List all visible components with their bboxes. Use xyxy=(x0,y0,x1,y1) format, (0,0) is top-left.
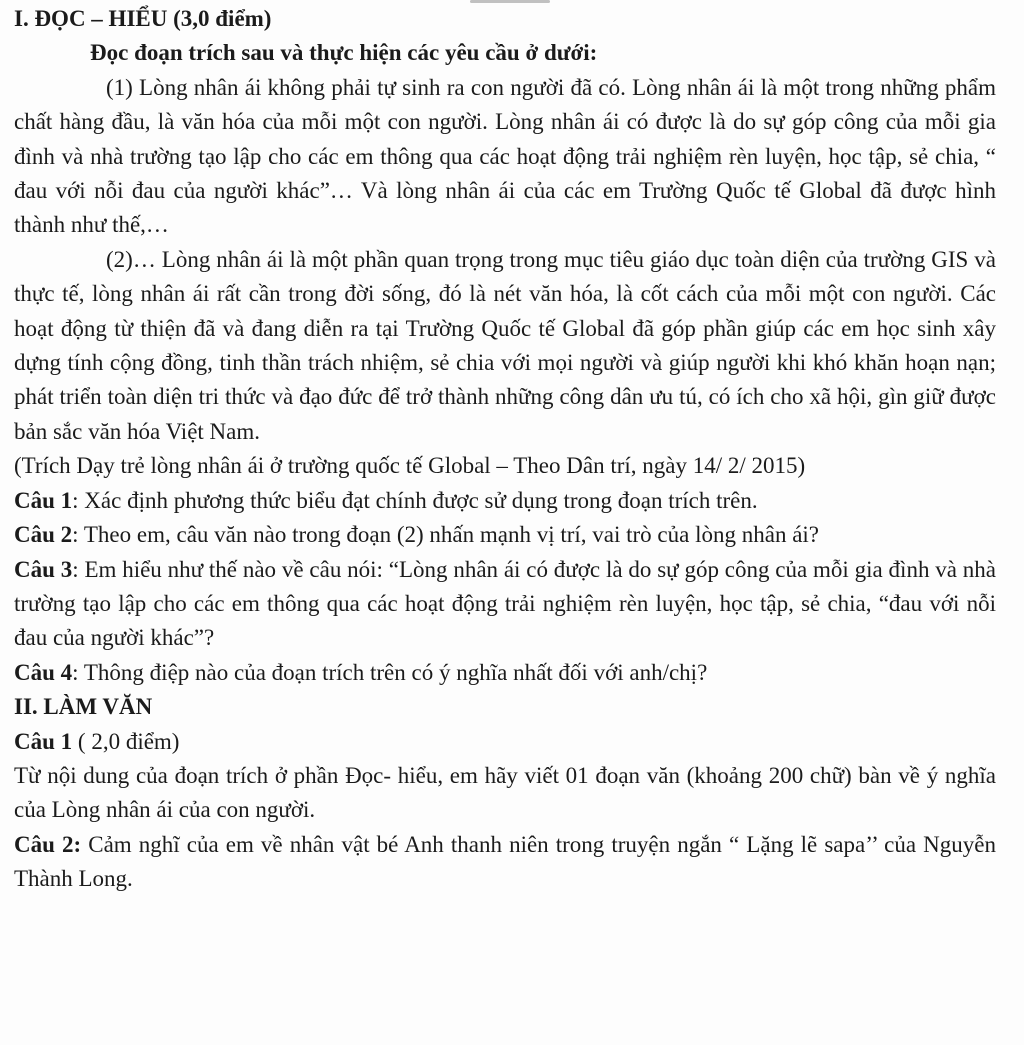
writing-question-1-text: Từ nội dung của đoạn trích ở phần Đọc- hiểu, em hãy viết 01 đoạn văn (khoảng 200 chữ) bàn về ý nghĩa của Lòng nhân ái của con người. xyxy=(14,762,996,823)
writing-question-2-label: Câu 2: xyxy=(14,831,82,857)
question-2 xyxy=(14,518,996,552)
question-1-text: : Xác định phương thức biểu đạt chính được sử dụng trong đoạn trích trên. xyxy=(72,487,758,513)
question-3-label: Câu 3 xyxy=(14,556,73,582)
question-2-label: Câu 2 xyxy=(14,522,73,548)
question-3 xyxy=(14,553,996,656)
question-2-text: : Theo em, câu văn nào trong đoạn (2) nhấn mạnh vị trí, vai trò của lòng nhân ái? xyxy=(72,522,820,548)
writing-question-1-label: Câu 1 xyxy=(14,728,73,754)
question-1-label: Câu 1 xyxy=(14,487,73,513)
writing-question-1-points: ( 2,0 điểm) xyxy=(72,728,180,754)
scan-mark xyxy=(470,0,550,3)
question-1 xyxy=(14,484,996,518)
writing-question-1-heading xyxy=(14,725,996,759)
writing-question-2 xyxy=(14,828,996,897)
excerpt-source: (Trích Dạy trẻ lòng nhân ái ở trường quốc tế Global – Theo Dân trí, ngày 14/ 2/ 2015) xyxy=(14,453,806,479)
question-4 xyxy=(14,656,996,690)
question-4-text: : Thông điệp nào của đoạn trích trên có ý nghĩa nhất đối với anh/chị? xyxy=(72,659,708,685)
excerpt-paragraph-2: (2)… Lòng nhân ái là một phần quan trọng trong mục tiêu giáo dục toàn diện của trường GIS và thực tế, lòng nhân ái rất cần trong đời sống, đó là nét văn hóa, là cốt cách của mỗi một con người. Các hoạt động từ thiện đã và đang diễn ra tại Trường Quốc tế Global đã góp phần giúp các em học sinh xây dựng tính cộng đồng, tinh thần trách nhiệm, sẻ chia với mọi người và giúp người khi khó khăn hoạn nạn; phát triển toàn diện tri thức và đạo đức để trở thành những công dân ưu tú, có ích cho xã hội, gìn giữ được bản sắc văn hóa Việt Nam. xyxy=(14,246,996,444)
section-writing-title: II. LÀM VĂN xyxy=(14,694,153,720)
reading-instruction: Đọc đoạn trích sau và thực hiện các yêu cầu ở dưới: xyxy=(90,40,598,66)
section-reading-title: I. ĐỌC – HIỂU (3,0 điểm) xyxy=(14,6,272,31)
excerpt-paragraph-1: (1) Lòng nhân ái không phải tự sinh ra con người đã có. Lòng nhân ái là một trong những phẩm chất hàng đầu, là văn hóa của mỗi một con người. Lòng nhân ái có được là do sự góp công của mỗi gia đình và nhà trường tạo lập cho các em thông qua các hoạt động trải nghiệm rèn luyện, học tập, sẻ chia, “ đau với nỗi đau của người khác”… Và lòng nhân ái của các em Trường Quốc tế Global đã được hình thành như thế,… xyxy=(14,74,996,238)
question-4-label: Câu 4 xyxy=(14,659,73,685)
writing-question-2-text: Cảm nghĩ của em về nhân vật bé Anh thanh niên trong truyện ngắn “ Lặng lẽ sapa’’ của Nguyễn Thành Long. xyxy=(14,831,997,892)
question-3-text: : Em hiểu như thế nào về câu nói: “Lòng nhân ái có được là do sự góp công của mỗi gia đình và nhà trường tạo lập cho các em thông qua các hoạt động trải nghiệm rèn luyện, học tập, sẻ chia, “đau với nỗi đau của người khác”? xyxy=(14,556,997,651)
